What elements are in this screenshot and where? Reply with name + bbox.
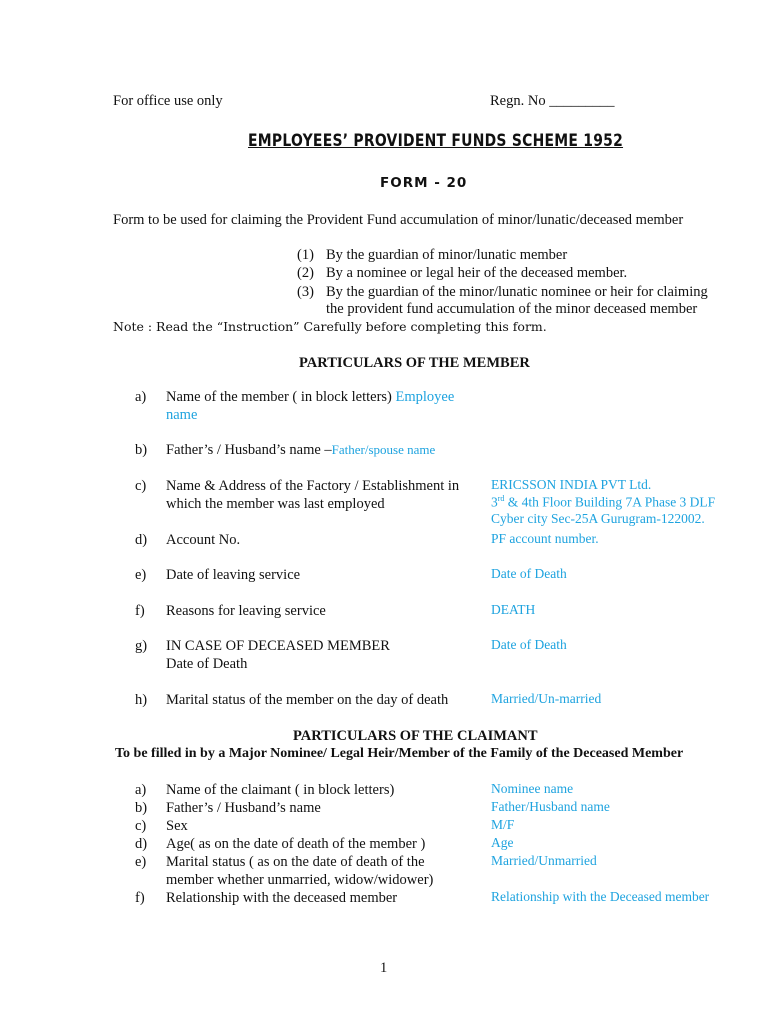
claimant-marital-status-label-continued: member whether unmarried, widow/widower) — [166, 872, 434, 888]
claim-option-text: By the guardian of the minor/lunatic nominee or heir for claiming — [326, 284, 708, 300]
claimant-marital-status-value[interactable]: Married/Unmarried — [491, 853, 597, 868]
item-letter: d) — [135, 836, 148, 852]
establishment-label: Name & Address of the Factory / Establishment in — [166, 478, 460, 494]
claimant-name-label: Name of the claimant ( in block letters) — [166, 782, 395, 798]
office-use-label: For office use only — [113, 93, 223, 109]
claimant-age-value[interactable]: Age — [491, 835, 514, 850]
claim-option-number: (1) — [297, 247, 314, 263]
claimant-marital-status-label: Marital status ( as on the date of death of the — [166, 854, 425, 870]
item-letter: c) — [135, 478, 147, 494]
marital-status-label: Marital status of the member on the day of death — [166, 692, 449, 708]
form-title: EMPLOYEES’ PROVIDENT FUNDS SCHEME 1952 — [248, 131, 624, 151]
claimant-relationship-label: Relationship with the deceased member — [166, 890, 398, 906]
regn-no-field[interactable]: Regn. No _________ — [490, 93, 615, 109]
leaving-reason-value[interactable]: DEATH — [491, 602, 536, 617]
item-letter: c) — [135, 818, 147, 834]
member-name-value-continued[interactable]: name — [166, 407, 198, 423]
item-letter: a) — [135, 389, 147, 405]
claimant-name-value[interactable]: Nominee name — [491, 781, 574, 796]
item-letter: h) — [135, 692, 148, 708]
claim-option-text: By the guardian of minor/lunatic member — [326, 247, 568, 263]
account-no-label: Account No. — [166, 532, 241, 548]
establishment-label-continued: which the member was last employed — [166, 496, 385, 512]
item-letter: b) — [135, 800, 148, 816]
claimant-father-husband-label: Father’s / Husband’s name — [166, 800, 321, 816]
member-name-value[interactable]: Employee — [395, 389, 455, 405]
item-letter: d) — [135, 532, 148, 548]
claimant-age-label: Age( as on the date of death of the member ) — [166, 836, 426, 852]
claimant-section-heading: PARTICULARS OF THE CLAIMANT — [293, 728, 538, 744]
claimant-sex-value[interactable]: M/F — [491, 817, 515, 832]
item-letter: b) — [135, 442, 148, 458]
claimant-section-subheading: To be filled in by a Major Nominee/ Legal Heir/Member of the Family of the Deceased Member — [115, 746, 684, 761]
claim-option-number: (2) — [297, 265, 314, 281]
establishment-address-value[interactable]: 3rd & 4th Floor Building 7A Phase 3 DLF — [491, 494, 716, 510]
father-husband-name-label: Father’s / Husband’s name –Father/spouse name — [166, 442, 436, 458]
claimant-relationship-value[interactable]: Relationship with the Deceased member — [491, 889, 710, 904]
claim-option-number: (3) — [297, 284, 314, 300]
date-of-death-label: Date of Death — [166, 656, 248, 672]
item-letter: a) — [135, 782, 147, 798]
item-letter: e) — [135, 567, 147, 583]
leaving-reason-label: Reasons for leaving service — [166, 603, 326, 619]
leaving-date-label: Date of leaving service — [166, 567, 301, 583]
form-number: FORM - 20 — [380, 175, 468, 191]
item-letter: f) — [135, 603, 145, 619]
claimant-sex-label: Sex — [166, 818, 188, 834]
member-section-heading: PARTICULARS OF THE MEMBER — [299, 355, 530, 371]
item-letter: f) — [135, 890, 145, 906]
claim-option-text: By a nominee or legal heir of the deceased member. — [326, 265, 628, 281]
page-number: 1 — [380, 960, 388, 976]
account-no-value[interactable]: PF account number. — [491, 531, 599, 546]
item-letter: g) — [135, 638, 148, 654]
date-of-death-value[interactable]: Date of Death — [491, 637, 567, 652]
establishment-address-value-continued[interactable]: Cyber city Sec-25A Gurugram-122002. — [491, 511, 705, 526]
member-name-label: Name of the member ( in block letters) Employee — [166, 389, 455, 405]
claim-option-text-continued: the provident fund accumulation of the minor deceased member — [326, 301, 698, 317]
instruction-note: Note : Read the “Instruction” Carefully before completing this form. — [113, 319, 547, 334]
claimant-father-husband-value[interactable]: Father/Husband name — [491, 799, 610, 814]
father-spouse-name-value[interactable]: Father/spouse name — [331, 442, 436, 457]
leaving-date-value[interactable]: Date of Death — [491, 566, 567, 581]
establishment-name-value[interactable]: ERICSSON INDIA PVT Ltd. — [491, 477, 652, 492]
item-letter: e) — [135, 854, 147, 870]
deceased-member-label: IN CASE OF DECEASED MEMBER — [166, 638, 390, 654]
form-intro: Form to be used for claiming the Provident Fund accumulation of minor/lunatic/deceased member — [113, 212, 684, 228]
marital-status-value[interactable]: Married/Un-married — [491, 691, 602, 706]
